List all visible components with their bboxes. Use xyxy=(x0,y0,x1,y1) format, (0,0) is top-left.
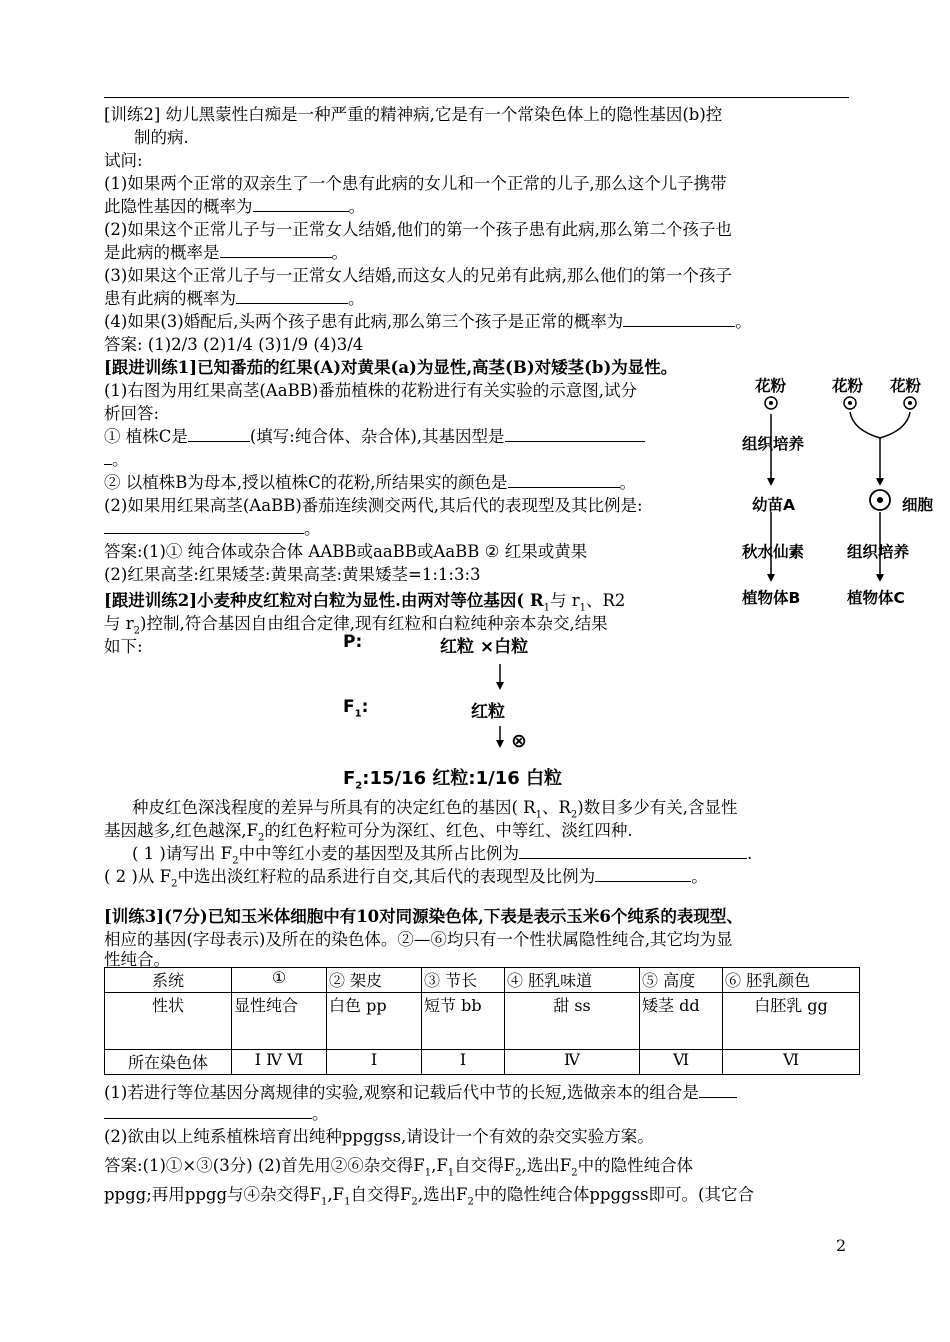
pollen-label-a: 花粉 xyxy=(755,377,787,395)
qa-end: 中中等红小麦的基因型及其所占比例为 xyxy=(238,844,519,863)
ans1-c: 自交得F xyxy=(454,1156,516,1175)
train2-q4 xyxy=(104,311,752,332)
answer-blank xyxy=(699,1082,737,1098)
answer-blank xyxy=(595,866,691,882)
subscript: 2 xyxy=(232,855,239,867)
answer-blank xyxy=(104,1103,312,1119)
f1-value: 红粒 xyxy=(471,702,505,722)
follow2-line2-b: )控制,符合基因自由组合定律,现有红粒和白粒纯种亲本杂交,结果 xyxy=(140,614,608,633)
gene-table xyxy=(104,967,860,1075)
q1c-mid-text: (填写:纯合体、杂合体),其基因型是 xyxy=(249,427,505,446)
period: 。 xyxy=(735,312,752,331)
subscript: 1 xyxy=(447,1167,455,1179)
table-header-cell: ③ 节长 xyxy=(422,968,505,993)
follow2-para1 xyxy=(132,797,738,821)
subscript: 1 xyxy=(535,809,542,821)
ans1-e: 中的隐性纯合体 xyxy=(577,1156,694,1175)
answer-blank xyxy=(188,426,250,442)
qb-end: 中选出淡红籽粒的品系进行自交,其后代的表现型及比例为 xyxy=(177,867,596,886)
table-cell: 白胚乳 gg xyxy=(723,993,860,1050)
table-cell: 甜 ss xyxy=(505,993,640,1050)
period: 。 xyxy=(112,450,129,469)
p-value: 红粒 ×白粒 xyxy=(440,637,529,657)
train3-answer2 xyxy=(104,1184,754,1208)
subscript: 2 xyxy=(355,780,363,792)
ans1-text: 答案:(1)①×③(3分) (2)首先用②⑥杂交得F xyxy=(104,1156,425,1175)
plant-c-label: 植物体C xyxy=(847,589,905,607)
follow2-title-text: [跟进训练2]小麦种皮红粒对白粒为显性.由两对等位基因( R xyxy=(104,591,544,610)
follow1-answer1: 答案:(1)① 纯合体或杂合体 AABB或aaBB或AaBB ② 红果或黄果 xyxy=(104,542,588,561)
arrow-head-icon xyxy=(876,574,884,582)
subscript: 1 xyxy=(579,602,586,614)
table-header-cell: ⑤ 高度 xyxy=(640,968,723,993)
table-header-cell: ① xyxy=(232,968,327,993)
f2-row xyxy=(343,764,562,790)
f1-letter: F xyxy=(343,697,355,717)
table-cell: 短节 bb xyxy=(422,993,505,1050)
pollen-cell-icon xyxy=(765,397,777,409)
seedling-a-label: 幼苗A xyxy=(752,496,795,514)
subscript: 2 xyxy=(570,809,578,821)
f2-letter: F xyxy=(343,768,356,789)
period: 。 xyxy=(304,519,321,538)
train3-title: [训练3](7分)已知玉米体细胞中有10对同源染色体,下表是表示玉米6个纯系的表现型、 xyxy=(104,907,743,926)
table-cell: Ⅰ xyxy=(327,1050,422,1075)
train2-q1-cont xyxy=(104,196,365,217)
follow2-qb xyxy=(104,866,708,890)
qa-text: ( 1 )请写出 F xyxy=(132,844,233,863)
follow2-para2 xyxy=(104,820,633,844)
table-cell: Ⅰ Ⅳ Ⅵ xyxy=(232,1050,327,1075)
table-cell: Ⅵ xyxy=(723,1050,860,1075)
train2-q1-text: 此隐性基因的概率为 xyxy=(104,197,253,216)
para1-mid: 、R xyxy=(541,798,571,817)
plant-b-label: 植物体B xyxy=(742,589,801,607)
train2-q2-cont xyxy=(104,242,348,263)
q1c-text: ① 植株C是 xyxy=(104,427,188,446)
diagram-arrows xyxy=(735,390,950,590)
subscript: 2 xyxy=(171,878,178,890)
table-cell: 矮茎 dd xyxy=(640,993,723,1050)
follow1-q1b: 析回答: xyxy=(104,404,160,423)
arrow-head-icon xyxy=(876,478,884,486)
table-cell: 性状 xyxy=(105,993,232,1050)
table-header-cell: ⑥ 胚乳颜色 xyxy=(723,968,860,993)
train3-line3: 性纯合。 xyxy=(104,950,170,969)
p-label: P: xyxy=(343,632,363,652)
answer-blank xyxy=(104,518,304,534)
f1-label xyxy=(343,697,369,720)
page-number: 2 xyxy=(836,1236,847,1255)
train3-q2: (2)欲由以上纯系植株培育出纯种ppggss,请设计一个有效的杂交实验方案。 xyxy=(104,1127,654,1146)
train2-q3-text: 患有此病的概率为 xyxy=(104,289,236,308)
period: 。 xyxy=(312,1104,329,1123)
subscript: 2 xyxy=(515,1167,522,1179)
period: 。 xyxy=(348,197,365,216)
q1e-text: ② 以植株B为母本,授以植株C的花粉,所结果实的颜色是 xyxy=(104,473,508,492)
train2-q3-cont xyxy=(104,288,365,309)
table-header-cell: ② 架皮 xyxy=(327,968,422,993)
hybrid-cell-icon xyxy=(870,490,890,510)
train2-q2: (2)如果这个正常儿子与一正常女人结婚,他们的第一个孩子患有此病,那么第二个孩子也 xyxy=(104,220,732,239)
pollen-label-b: 花粉 xyxy=(832,377,864,395)
ans1-d: ,选出F xyxy=(521,1156,572,1175)
fusion-line xyxy=(850,412,880,438)
answer-blank xyxy=(623,311,735,327)
follow1-title: [跟进训练1]已知番茄的红果(A)对黄果(a)为显性,高茎(B)对矮茎(b)为显性。 xyxy=(104,358,678,377)
follow2-line3: 如下: xyxy=(104,637,143,656)
ans2-d: ,选出F xyxy=(417,1185,468,1204)
table-header-cell: ④ 胚乳味道 xyxy=(505,968,640,993)
follow1-q1e xyxy=(104,472,636,493)
table-header-cell: 系统 xyxy=(105,968,232,993)
table-cell: Ⅳ xyxy=(505,1050,640,1075)
subscript: 2 xyxy=(467,1196,474,1208)
top-rule xyxy=(104,97,849,98)
answer-blank xyxy=(253,196,349,212)
para2-text: 基因越多,红色越深,F xyxy=(104,821,258,840)
para1-text: 种皮红色深浅程度的差异与所具有的决定红色的基因( R xyxy=(132,798,536,817)
subscript: 2 xyxy=(411,1196,418,1208)
follow1-q1c xyxy=(104,426,645,447)
subscript: 1 xyxy=(354,708,362,720)
ans2-b: ,F xyxy=(327,1185,345,1204)
subscript: 2 xyxy=(257,832,265,844)
answer-blank xyxy=(104,449,112,465)
follow1-q1d xyxy=(104,449,129,470)
follow2-title xyxy=(104,590,626,614)
train2-q1: (1)如果两个正常的双亲生了一个患有此病的女儿和一个正常的儿子,那么这个儿子携带 xyxy=(104,174,727,193)
follow2-title-mid: 与 r xyxy=(549,591,580,610)
table-cell: Ⅰ xyxy=(422,1050,505,1075)
table-cell: Ⅵ xyxy=(640,1050,723,1075)
colchicine-label: 秋水仙素 xyxy=(742,543,805,561)
ans2-text: ppgg;再用ppgg与④杂交得F xyxy=(104,1185,322,1204)
table-cell: 所在染色体 xyxy=(105,1050,232,1075)
f2-value: :15/16 红粒:1/16 白粒 xyxy=(362,768,563,789)
train3-answer1 xyxy=(104,1155,694,1179)
train3-line1 xyxy=(104,906,743,927)
follow2-line2-a: 与 r xyxy=(104,614,134,633)
answer-blank xyxy=(236,288,348,304)
ans2-c: 自交得F xyxy=(350,1185,412,1204)
para1-end: )数目多少有关,含显性 xyxy=(577,798,738,817)
subscript: 1 xyxy=(321,1196,328,1208)
train2-answer: 答案: (1)2/3 (2)1/4 (3)1/9 (4)3/4 xyxy=(104,335,364,354)
pollen-cell-icon xyxy=(904,397,916,409)
self-cross-icon: ⊗ xyxy=(511,730,527,752)
answer-blank xyxy=(508,472,620,488)
table-cell: 白色 pp xyxy=(327,993,422,1050)
period: 。 xyxy=(619,473,636,492)
train2-q3: (3)如果这个正常儿子与一正常女人结婚,而这女人的兄弟有此病,那么他们的第一个孩子 xyxy=(104,266,732,285)
subscript: 2 xyxy=(133,625,141,637)
f1-colon: : xyxy=(361,697,369,717)
table-row xyxy=(105,1050,860,1075)
arrow-head-icon xyxy=(496,740,504,748)
qb-text: ( 2 )从 F xyxy=(104,867,172,886)
answer-blank xyxy=(519,843,747,859)
period: 。 xyxy=(348,289,365,308)
subscript: 1 xyxy=(543,602,550,614)
table-row xyxy=(105,968,860,993)
train2-line3: 试问: xyxy=(104,151,143,170)
follow2-title-mid2: 、R2 xyxy=(586,591,626,610)
subscript: 1 xyxy=(344,1196,351,1208)
train3-line2: 相应的基因(字母表示)及所在的染色体。②—⑥均只有一个性状属隐性纯合,其它均为显 xyxy=(104,930,733,949)
pollen-label-c: 花粉 xyxy=(890,377,922,395)
follow2-line2 xyxy=(104,613,608,637)
train3-q1-cont xyxy=(104,1103,329,1124)
period: 。 xyxy=(691,867,708,886)
train2-q2-text: 是此病的概率是 xyxy=(104,243,220,262)
fusion-line xyxy=(880,412,910,438)
tissue-culture-label-a: 组织培养 xyxy=(742,435,805,453)
subscript: 1 xyxy=(424,1167,432,1179)
train3-q1-text: (1)若进行等位基因分离规律的实验,观察和记载后代中节的长短,选做亲本的组合是 xyxy=(104,1083,699,1102)
answer-blank xyxy=(505,426,645,442)
arrow-head-icon xyxy=(767,574,775,582)
train2-line2: 制的病. xyxy=(134,128,189,147)
follow1-q2: (2)如果用红果高茎(AaBB)番茄连续测交两代,其后代的表现型及其比例是: xyxy=(104,496,643,515)
arrow-head-icon xyxy=(496,682,504,690)
train2-line1: [训练2] 幼儿黑蒙性白痴是一种严重的精神病,它是有一个常染色体上的隐性基因(b)控 xyxy=(104,105,723,124)
follow1-q1a: (1)右图为用红果高茎(AaBB)番茄植株的花粉进行有关实验的示意图,试分 xyxy=(104,381,637,400)
table-cell: 显性纯合 xyxy=(232,993,327,1050)
answer-blank xyxy=(220,242,332,258)
subscript: 2 xyxy=(571,1167,578,1179)
para2-end: 的红色籽粒可分为深红、红色、中等红、淡红四种. xyxy=(264,821,633,840)
cell-label: 细胞 xyxy=(902,496,934,514)
train2-q4-text: (4)如果(3)婚配后,头两个孩子患有此病,那么第三个孩子是正常的概率为 xyxy=(104,312,624,331)
follow1-q2-cont xyxy=(104,518,321,539)
table-row xyxy=(105,993,860,1050)
ans1-b: ,F xyxy=(431,1156,448,1175)
follow2-qa: ( 1 )请写出 $F_2$中中等红小麦的基因型及其所占比例为 . xyxy=(132,844,753,867)
pollen-cell-icon xyxy=(844,397,856,409)
follow1-answer2: (2)红果高茎:红果矮茎:黄果高茎:黄果矮茎=1:1:3:3 xyxy=(104,565,481,584)
period: 。 xyxy=(331,243,348,262)
train3-q1 xyxy=(104,1082,737,1103)
tissue-culture-label-b: 组织培养 xyxy=(847,543,910,561)
ans2-e: 中的隐性纯合体ppggss即可。(其它合 xyxy=(473,1185,754,1204)
arrow-head-icon xyxy=(767,478,775,486)
